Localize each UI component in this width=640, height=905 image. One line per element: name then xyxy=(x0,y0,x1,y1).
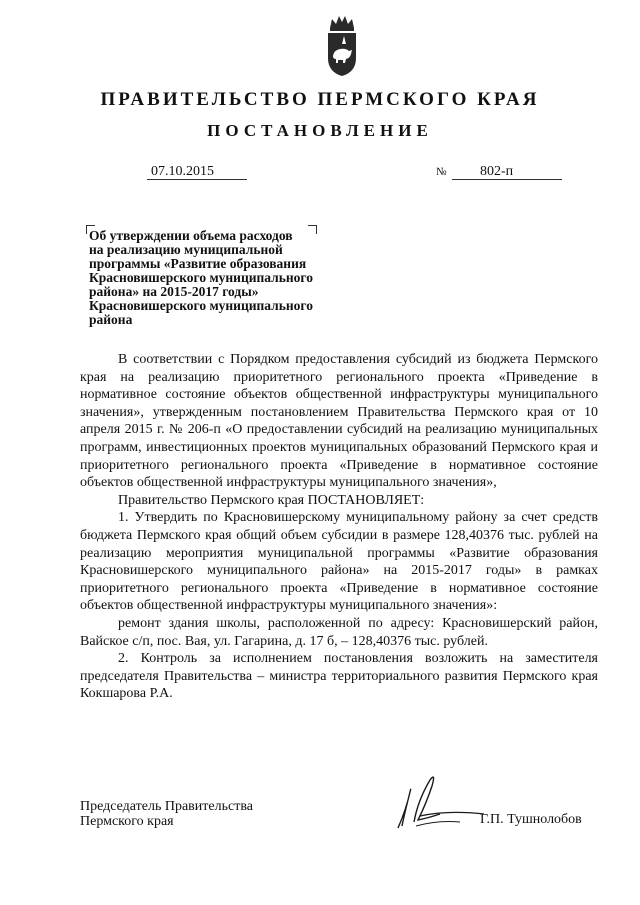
subject-line: на реализацию муниципальной xyxy=(89,242,283,257)
document-number: 802-п xyxy=(452,164,562,180)
signer-position-line: Пермского края xyxy=(80,814,174,829)
subject-line: района» на 2015-2017 годы» xyxy=(89,284,259,299)
subject-line: района xyxy=(89,312,133,327)
government-title: ПРАВИТЕЛЬСТВО ПЕРМСКОГО КРАЯ xyxy=(100,89,540,110)
subject-line: программы «Развитие образования xyxy=(89,256,307,271)
subject-line: Красновишерского муниципального xyxy=(89,298,313,313)
signature-mark xyxy=(388,770,488,832)
subject-line: Об утверждении объема расходов xyxy=(89,228,293,243)
document-subject xyxy=(89,229,339,327)
body-paragraph: 1. Утвердить по Красновишерскому муниципальному району за счет средств бюджета Пермского края общий объем субсидии в размере 128,40376 тыс. рублей на реализацию мероприятия муниципальной программы «Развитие образования Красновишерского муниципального района» на 2015-2017 годы» в рамках приоритетного регионального проекта «Приведение в нормативное состояние объектов общественной инфраструктуры муниципального значения»: xyxy=(80,510,598,614)
document-type: ПОСТАНОВЛЕНИЕ xyxy=(207,121,433,140)
body-paragraph: ремонт здания школы, расположенной по адресу: Красновишерский район, Вайское с/п, пос. Вая, ул. Гагарина, д. 17 б, – 128,40376 тыс. рублей. xyxy=(80,615,598,649)
number-sign: № xyxy=(436,166,447,178)
document-body xyxy=(80,351,598,703)
body-paragraph: 2. Контроль за исполнением постановления возложить на заместителя председателя Правительства – министра территориального развития Пермского края Кокшарова Р.А. xyxy=(80,651,598,702)
coat-of-arms-icon xyxy=(322,14,362,78)
body-paragraph: В соответствии с Порядком предоставления субсидий из бюджета Пермского края на реализацию приоритетного регионального проекта «Приведение в нормативное состояние объектов общественной инфраструктуры муниципального значения», утвержденным постановлением Правительства Пермского края от 10 апреля 2015 г. № 206-п «О предоставлении субсидий на реализацию муниципальных программ, инвестиционных проектов муниципальных образований Пермского края и приоритетного регионального проекта «Приведение в нормативное состояние объектов общественной инфраструктуры муниципального значения», xyxy=(80,352,598,491)
document-date: 07.10.2015 xyxy=(147,164,247,180)
signer-position xyxy=(80,799,253,829)
subject-line: Красновишерского муниципального xyxy=(89,270,313,285)
signer-position-line: Председатель Правительства xyxy=(80,799,253,814)
signer-name: Г.П. Тушнолобов xyxy=(480,812,582,827)
body-paragraph: Правительство Пермского края ПОСТАНОВЛЯЕТ: xyxy=(118,492,425,508)
